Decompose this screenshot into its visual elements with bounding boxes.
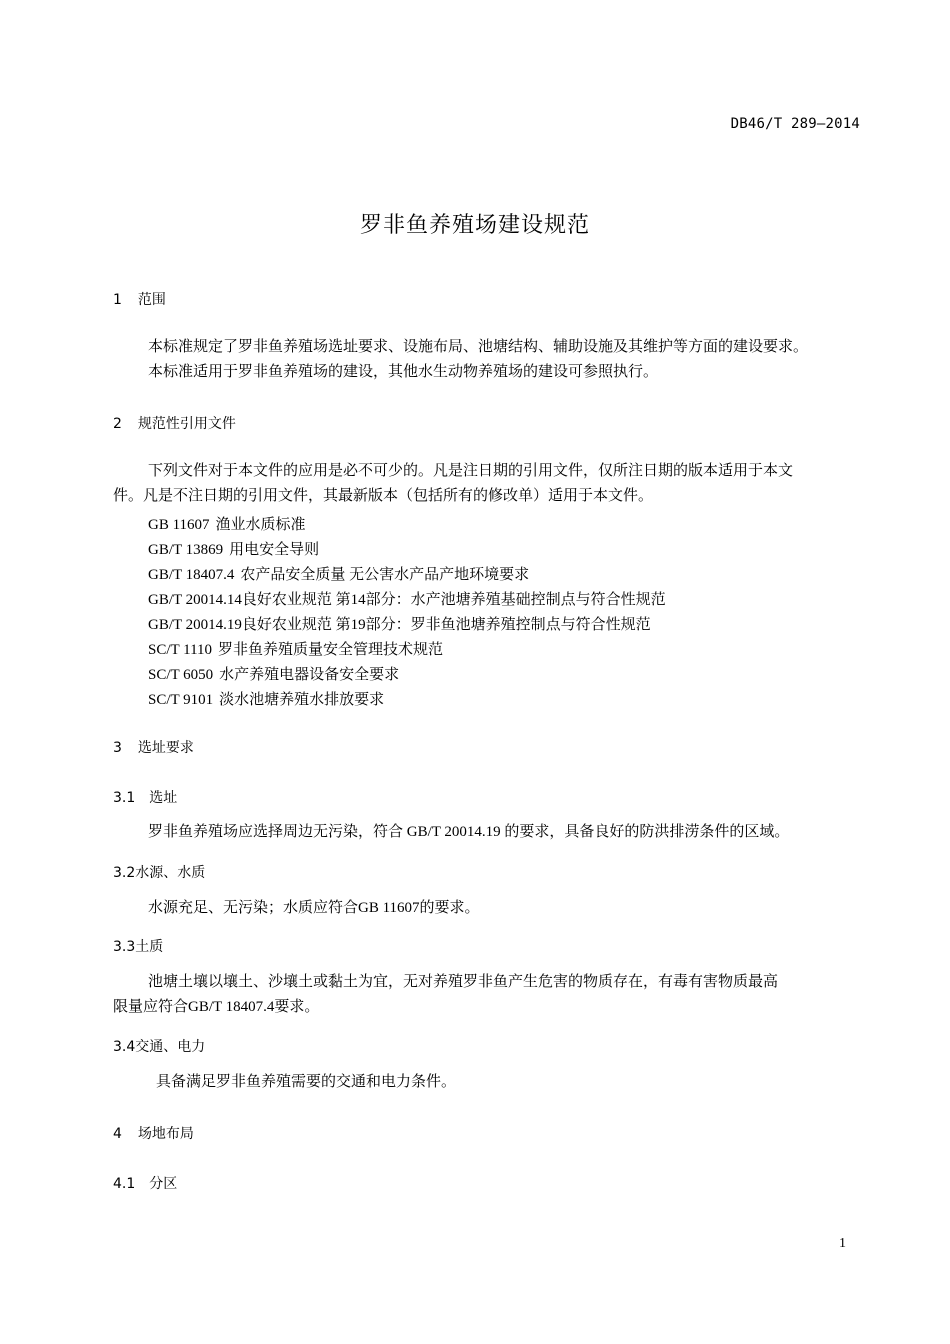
reference-title: 良好农业规范 第19部分：罗非鱼池塘养殖控制点与符合性规范 xyxy=(241,617,651,633)
section-3-2-heading xyxy=(113,862,205,882)
section-3-4-heading xyxy=(113,1036,205,1056)
reference-item xyxy=(148,513,306,534)
section-4-1-heading xyxy=(113,1173,177,1193)
section-3-1-number: 3.1 xyxy=(113,790,136,806)
reference-title: 水产养殖电器设备安全要求 xyxy=(219,667,400,683)
reference-title: 用电安全导则 xyxy=(229,542,320,558)
section-3-1-paragraph: 罗非鱼养殖场应选择周边无污染，符合 GB/T 20014.19 的要求，具备良好的防洪排涝条件的区域。 xyxy=(148,824,790,840)
section-3-3-title: 土质 xyxy=(135,939,164,955)
section-4-number: 4 xyxy=(113,1126,122,1142)
reference-item xyxy=(148,563,529,584)
document-title: 罗非鱼养殖场建设规范 xyxy=(359,213,590,238)
reference-code: SC/T 6050 xyxy=(148,667,214,683)
reference-item xyxy=(148,588,666,609)
reference-code: SC/T 9101 xyxy=(148,692,214,708)
section-3-3-paragraph-line-1: 池塘土壤以壤土、沙壤土或黏土为宜，无对养殖罗非鱼产生危害的物质存在，有毒有害物质最高 xyxy=(148,974,779,990)
section-3-1-heading xyxy=(113,787,177,807)
section-2-heading xyxy=(113,413,236,433)
section-1-paragraph-2: 本标准适用于罗非鱼养殖场的建设，其他水生动物养殖场的建设可参照执行。 xyxy=(148,364,659,380)
section-2-paragraph-line-2: 件。凡是不注日期的引用文件，其最新版本（包括所有的修改单）适用于本文件。 xyxy=(113,488,654,504)
section-4-title: 场地布局 xyxy=(137,1126,194,1142)
section-4-1-title: 分区 xyxy=(149,1176,178,1192)
section-3-3-paragraph-line-2: 限量应符合GB/T 18407.4要求。 xyxy=(113,999,320,1015)
section-1-title: 范围 xyxy=(137,292,166,308)
section-3-3-number: 3.3 xyxy=(113,939,136,955)
section-3-4-number: 3.4 xyxy=(113,1039,136,1055)
section-1-number: 1 xyxy=(113,292,122,308)
section-3-2-title: 水源、水质 xyxy=(135,865,206,881)
reference-code: GB/T 20014.14 xyxy=(148,592,242,608)
section-3-2-number: 3.2 xyxy=(113,865,136,881)
section-2-paragraph-line-1: 下列文件对于本文件的应用是必不可少的。凡是注日期的引用文件，仅所注日期的版本适用于本文 xyxy=(148,463,794,479)
reference-code: GB 11607 xyxy=(148,517,210,533)
reference-title: 淡水池塘养殖水排放要求 xyxy=(219,692,385,708)
section-1-paragraph-1: 本标准规定了罗非鱼养殖场选址要求、设施布局、池塘结构、辅助设施及其维护等方面的建设要求。 xyxy=(148,339,809,355)
section-2-number: 2 xyxy=(113,416,122,432)
document-number: DB46/T 289—2014 xyxy=(730,116,860,132)
section-2-title: 规范性引用文件 xyxy=(137,416,236,432)
section-3-heading xyxy=(113,737,194,757)
reference-title: 罗非鱼养殖质量安全管理技术规范 xyxy=(218,642,444,658)
section-1-heading xyxy=(113,289,166,309)
section-3-number: 3 xyxy=(113,740,122,756)
reference-code: GB/T 13869 xyxy=(148,542,224,558)
reference-code: GB/T 18407.4 xyxy=(148,567,235,583)
reference-item xyxy=(148,688,384,709)
section-3-3-heading xyxy=(113,936,163,956)
section-4-heading xyxy=(113,1123,194,1143)
reference-item xyxy=(148,663,399,684)
section-3-4-title: 交通、电力 xyxy=(135,1039,206,1055)
section-3-2-paragraph: 水源充足、无污染；水质应符合GB 11607的要求。 xyxy=(148,900,480,916)
reference-title: 渔业水质标准 xyxy=(215,517,306,533)
reference-title: 良好农业规范 第14部分：水产池塘养殖基础控制点与符合性规范 xyxy=(241,592,666,608)
reference-code: GB/T 20014.19 xyxy=(148,617,242,633)
reference-title: 农产品安全质量 无公害水产品产地环境要求 xyxy=(240,567,530,583)
reference-item xyxy=(148,613,651,634)
section-3-4-paragraph: 具备满足罗非鱼养殖需要的交通和电力条件。 xyxy=(156,1074,457,1090)
section-3-title: 选址要求 xyxy=(137,740,194,756)
page-number: 1 xyxy=(839,1236,846,1251)
section-4-1-number: 4.1 xyxy=(113,1176,136,1192)
section-3-1-title: 选址 xyxy=(149,790,178,806)
reference-item xyxy=(148,538,319,559)
reference-code: SC/T 1110 xyxy=(148,642,213,658)
reference-item xyxy=(148,638,443,659)
